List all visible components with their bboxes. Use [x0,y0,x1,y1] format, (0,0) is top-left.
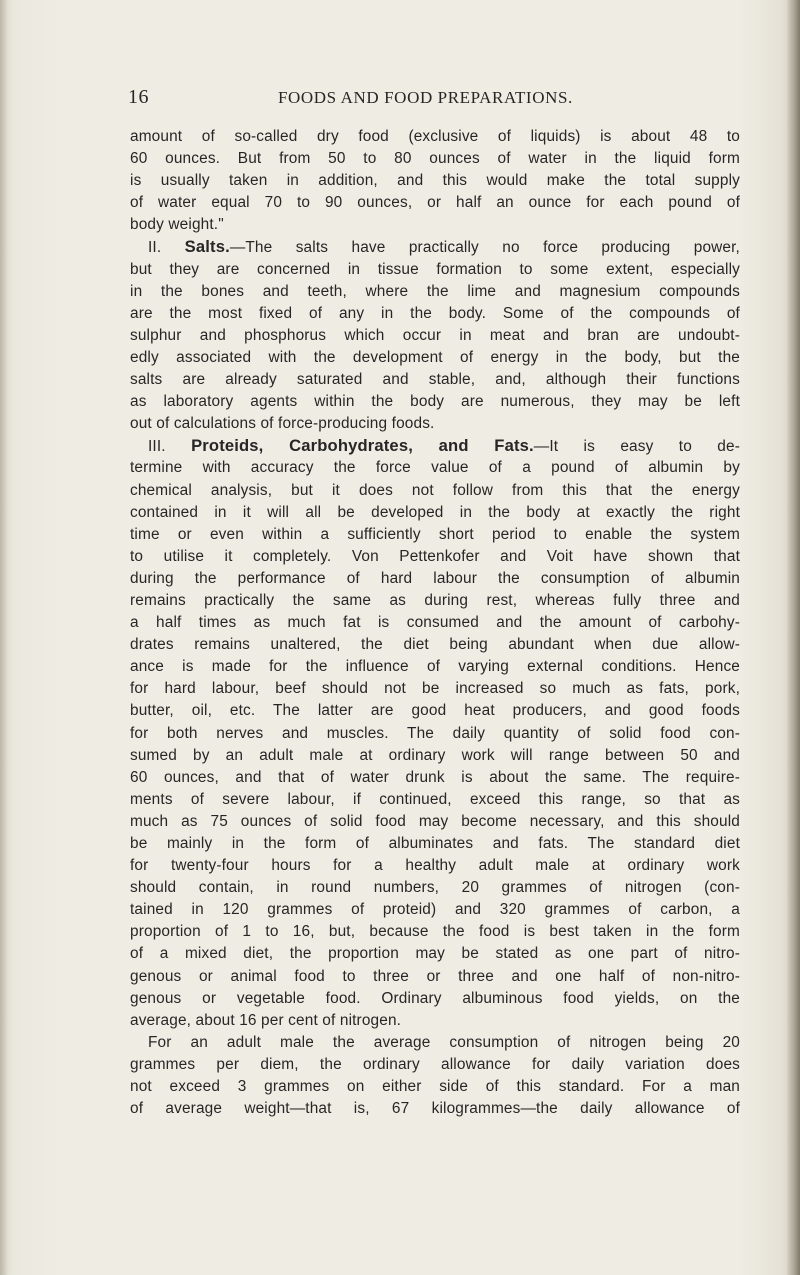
text-line: proportion of 1 to 16, but, because the food is best taken in the form [130,923,740,941]
text-line: for hard labour, beef should not be increased so much as fats, pork, [130,680,740,698]
text-line: edly associated with the development of energy in the body, but the [130,348,740,366]
text-line: remains practically the same as during rest, whereas fully three and [130,591,740,609]
text-line: should contain, in round numbers, 20 grammes of nitrogen (con- [130,879,740,897]
section-number: II. [148,239,185,257]
body-text [130,126,740,1120]
page-edge [786,0,800,1275]
text-line: butter, oil, etc. The latter are good heat producers, and good foods [130,702,740,720]
section-heading-salts: Salts. [184,237,230,257]
text-line: not exceed 3 grammes on either side of this standard. For a man [130,1078,740,1096]
text-line: average, about 16 per cent of nitrogen. [130,1011,402,1029]
paragraph-continuation [130,126,740,236]
text-line: for twenty-four hours for a healthy adult male at ordinary work [130,857,740,875]
text-line: salts are already saturated and stable, and, although their functions [130,371,740,389]
text-line: in the bones and teeth, where the lime and magnesium compounds [130,282,740,300]
text-line: but they are concerned in tissue formation to some extent, especially [130,260,740,278]
text-line: are the most fixed of any in the body. Some of the compounds of [130,304,740,322]
paragraph-proteids [130,435,740,1032]
text-line: chemical analysis, but it does not follow from this that the energy [130,481,740,499]
page-gutter-shadow [0,0,8,1275]
text-line: for both nerves and muscles. The daily quantity of solid food con- [130,724,740,742]
text-line: time or even within a sufficiently short period to enable the system [130,525,740,543]
text-line: a half times as much fat is consumed and the amount of carbohy- [130,614,740,632]
text-line: 60 ounces. But from 50 to 80 ounces of water in the liquid form [130,150,740,168]
section-heading-proteids: Proteids, Carbohydrates, and Fats. [191,436,534,456]
text-line: be mainly in the form of albuminates and fats. The standard diet [130,835,740,852]
section-number: III. [148,438,192,456]
text-line: sulphur and phosphorus which occur in meat and bran are undoubt- [130,326,740,344]
text-line: as laboratory agents within the body are numerous, they may be left [130,393,740,411]
text-line: termine with accuracy the force value of a pound of albumin by [130,459,740,477]
text-line: sumed by an adult male at ordinary work will range between 50 and [130,746,740,764]
paragraph-salts [130,236,740,435]
text-line: For an adult male the average consumption of nitrogen being 20 [148,1033,740,1051]
text-line: is usually taken in addition, and this would make the total supply [130,172,740,190]
text-line: contained in it will all be developed in the body at exactly the right [130,503,740,521]
text-line: of a mixed diet, the proportion may be stated as one part of nitro- [130,945,740,963]
text-line: tained in 120 grammes of proteid) and 320 grammes of carbon, a [130,901,740,919]
heading-line-rest: —The salts have practically no force producing power, [229,239,740,257]
text-line: during the performance of hard labour the consumption of albumin [130,569,740,587]
text-line: amount of so-called dry food (exclusive of liquids) is about 48 to [130,128,740,145]
heading-line-rest: —It is easy to de- [533,438,741,456]
text-line: genous or vegetable food. Ordinary albuminous food yields, on the [130,989,740,1007]
text-line: to utilise it completely. Von Pettenkofer and Voit have shown that [130,547,740,565]
text-line: ance is made for the influence of varying external conditions. Hence [130,658,740,676]
text-line: genous or animal food to three or three and one half of non-nitro- [130,967,740,985]
text-line: of average weight—that is, 67 kilogrammes—the daily allowance of [130,1100,740,1118]
text-line: out of calculations of force-producing foods. [130,415,435,433]
text-line: drates remains unaltered, the diet being abundant when due allow- [130,636,740,654]
text-line: body weight." [130,216,224,234]
page-header [128,86,728,114]
paragraph-nitrogen [130,1032,740,1120]
text-line: much as 75 ounces of solid food may become necessary, and this should [130,812,740,830]
running-head: FOODS AND FOOD PREPARATIONS. [278,88,573,107]
text-line: ments of severe labour, if continued, exceed this range, so that as [130,790,740,808]
text-line [130,435,740,457]
text-line: of water equal 70 to 90 ounces, or half an ounce for each pound of [130,194,740,212]
text-line: 60 ounces, and that of water drunk is about the same. The require- [130,768,740,786]
page-number: 16 [128,86,149,108]
text-line [130,236,740,258]
text-line: grammes per diem, the ordinary allowance for daily variation does [130,1055,740,1073]
